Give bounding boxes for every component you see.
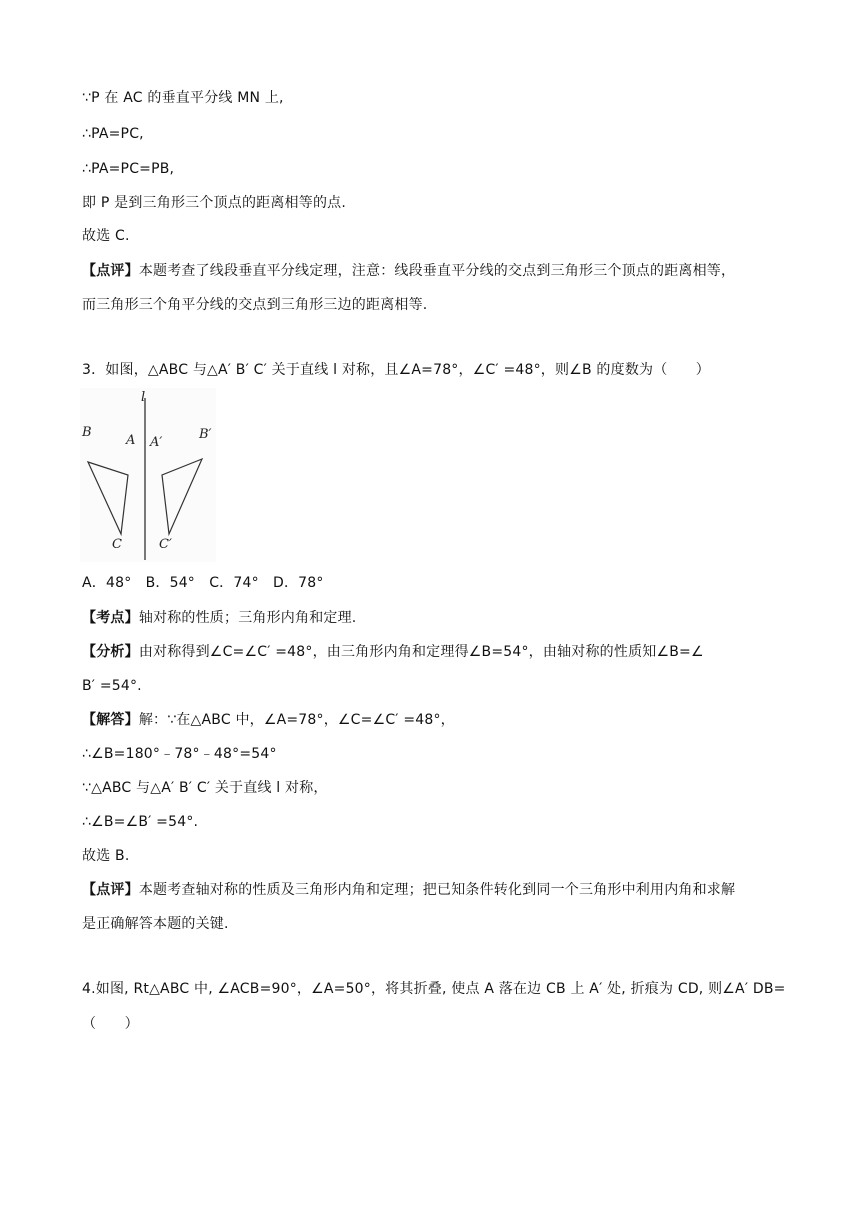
jieda-line (82, 710, 455, 730)
question-stem: 3．如图，△ABC 与△A′ B′ C′ 关于直线 l 对称，且∠A=78°，∠C′ =48°，则∠B 的度数为（ ） (82, 362, 711, 378)
text-line: 即 P 是到三角形三个顶点的距离相等的点. (82, 195, 346, 211)
symmetry-figure (80, 388, 216, 562)
fenxi-tag: 【分析】 (82, 644, 139, 660)
question-stem-line-2: （ ） (82, 1016, 139, 1032)
text-line: 故选 C. (82, 228, 130, 244)
label-b-prime: B′ (199, 427, 212, 442)
text-line: ∴PA=PC=PB, (82, 161, 175, 177)
fenxi-line-2: B′ =54°. (82, 678, 142, 694)
kaodian-tag: 【考点】 (82, 610, 139, 626)
choice-line: 故选 B. (82, 848, 130, 864)
options: A．48° B．54° C．74° D．78° (82, 575, 324, 591)
label-a-prime: A′ (150, 435, 163, 450)
dianping-text: 本题考查轴对称的性质及三角形内角和定理；把已知条件转化到同一个三角形中利用内角和求解 (138, 882, 736, 898)
jieda-text: 解：∵在△ABC 中，∠A=78°，∠C=∠C′ =48°， (138, 712, 455, 728)
fenxi-line-1 (82, 642, 704, 662)
axis-label: l (141, 390, 146, 405)
comment-text: 本题考查了线段垂直平分线定理，注意：线段垂直平分线的交点到三角形三个顶点的距离相等， (138, 263, 736, 279)
text-line: ∵P 在 AC 的垂直平分线 MN 上, (82, 90, 284, 106)
comment-line-1 (82, 261, 735, 281)
label-c-prime: C′ (159, 537, 172, 552)
dianping-line-1 (82, 880, 735, 900)
comment-tag: 【点评】 (82, 263, 139, 279)
comment-line-2: 而三角形三个角平分线的交点到三角形三边的距离相等. (82, 297, 428, 313)
kaodian-line (82, 608, 356, 628)
jieda-tag: 【解答】 (82, 712, 139, 728)
solution-step: ∵△ABC 与△A′ B′ C′ 关于直线 l 对称， (82, 780, 328, 796)
text-line: ∴PA=PC, (82, 126, 144, 142)
solution-step: ∴∠B=180°﹣78°﹣48°=54° (82, 746, 277, 762)
label-c: C (112, 537, 122, 552)
solution-step: ∴∠B=∠B′ =54°. (82, 814, 199, 830)
question-stem-line-1: 4.如图, Rt△ABC 中, ∠ACB=90°，∠A=50°，将其折叠, 使点 A 落在边 CB 上 A′ 处, 折痕为 CD, 则∠A′ DB= (82, 981, 786, 997)
kaodian-text: 轴对称的性质；三角形内角和定理. (138, 610, 357, 626)
fenxi-text: 由对称得到∠C=∠C′ =48°，由三角形内角和定理得∠B=54°，由轴对称的性质知∠B=∠ (138, 644, 704, 660)
label-a: A (126, 433, 136, 448)
label-b: B (82, 425, 92, 440)
dianping-line-2: 是正确解答本题的关键. (82, 916, 229, 932)
dianping-tag: 【点评】 (82, 882, 139, 898)
